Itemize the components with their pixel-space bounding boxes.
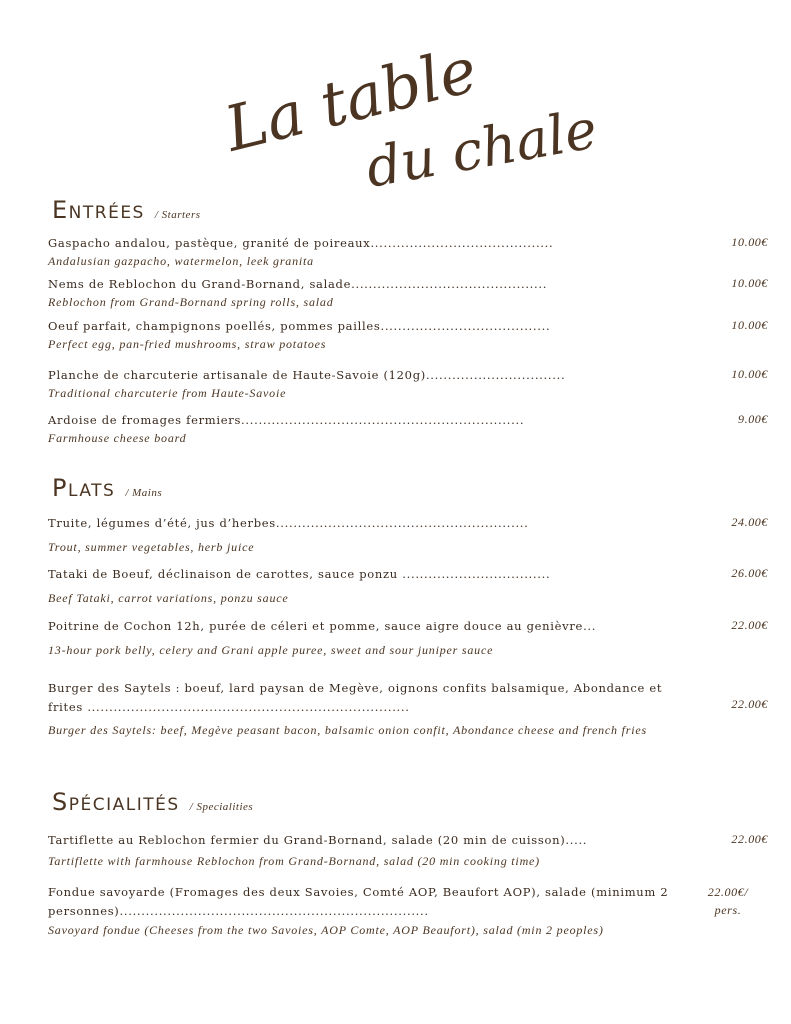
- item-name-en: Andalusian gazpacho, watermelon, leek granita: [48, 254, 314, 268]
- item-name-fr: Ardoise de fromages fermiers.................................................................: [48, 413, 525, 427]
- item-name-fr: Oeuf parfait, champignons poellés, pommes pailles.......................................: [48, 319, 551, 333]
- menu-item: [48, 367, 768, 402]
- menu-item: [48, 412, 768, 447]
- section-title-specialites: Spécialités / Specialities: [52, 788, 254, 816]
- item-price: 22.00€/ pers.: [707, 885, 749, 917]
- item-price: 10.00€: [731, 367, 768, 381]
- item-name-fr: Fondue savoyarde (Fromages des deux Savoies, Comté AOP, Beaufort AOP), salade (minimum 2 personnes).......................................................................: [48, 885, 669, 918]
- menu-item: [48, 235, 768, 270]
- item-name-en: Reblochon from Grand-Bornand spring rolls, salad: [48, 295, 334, 309]
- menu-item: [48, 618, 768, 659]
- item-price: 9.00€: [738, 412, 768, 426]
- menu-item: [48, 276, 768, 311]
- section-subtitle-starters: / Starters: [154, 209, 201, 221]
- item-name-fr: Tartiflette au Reblochon fermier du Grand-Bornand, salade (20 min de cuisson).....: [48, 833, 588, 847]
- menu-item: [48, 566, 768, 607]
- item-name-fr: Tataki de Boeuf, déclinaison de carottes, sauce ponzu ..................................: [48, 567, 551, 581]
- item-price: 10.00€: [731, 235, 768, 249]
- item-price: 24.00€: [731, 515, 768, 529]
- item-name-en: 13-hour pork belly, celery and Grani apple puree, sweet and sour juniper sauce: [48, 643, 494, 657]
- logo-line-2: du chalet: [361, 93, 595, 190]
- menu-item: [48, 832, 768, 870]
- logo-line-1: La table: [217, 32, 484, 166]
- item-name-en: Beef Tataki, carrot variations, ponzu sauce: [48, 591, 289, 605]
- item-name-en: Perfect egg, pan-fried mushrooms, straw potatoes: [48, 337, 327, 351]
- item-name-en: Savoyard fondue (Cheeses from the two Savoies, AOP Comte, AOP Beaufort), salad (min 2 peoples): [48, 923, 604, 937]
- menu-item: [48, 515, 768, 556]
- item-name-fr: Planche de charcuterie artisanale de Haute-Savoie (120g)................................: [48, 368, 566, 382]
- item-name-fr: Poitrine de Cochon 12h, purée de céleri et pomme, sauce aigre douce au genièvre...: [48, 619, 597, 633]
- item-price: 26.00€: [731, 566, 768, 580]
- section-subtitle-specialities: / Specialities: [189, 801, 254, 813]
- item-price: 10.00€: [731, 276, 768, 290]
- logo-script: [215, 20, 595, 190]
- item-price: 10.00€: [731, 318, 768, 332]
- item-name-fr: Nems de Reblochon du Grand-Bornand, salade.............................................: [48, 277, 548, 291]
- menu-item: [48, 883, 768, 939]
- menu-item: [48, 318, 768, 353]
- item-name-en: Burger des Saytels: beef, Megève peasant bacon, balsamic onion confit, Abondance cheese and french fries: [48, 723, 647, 737]
- item-price: 22.00€: [731, 832, 768, 846]
- menu-item: [48, 679, 768, 739]
- section-subtitle-mains: / Mains: [125, 487, 163, 499]
- restaurant-logo: [215, 20, 595, 190]
- item-name-fr: Gaspacho andalou, pastèque, granité de poireaux..........................................: [48, 236, 554, 250]
- item-name-en: Traditional charcuterie from Haute-Savoie: [48, 386, 287, 400]
- item-price: 22.00€: [731, 618, 768, 632]
- item-name-en: Trout, summer vegetables, herb juice: [48, 540, 255, 554]
- section-title-plats: Plats / Mains: [52, 474, 163, 502]
- item-name-en: Tartiflette with farmhouse Reblochon from Grand-Bornand, salad (20 min cooking time): [48, 854, 540, 868]
- item-price: 22.00€: [731, 697, 768, 711]
- section-title-entrees: Entrées / Starters: [52, 196, 201, 224]
- item-name-en: Farmhouse cheese board: [48, 431, 187, 445]
- item-name-fr: Truite, légumes d’été, jus d’herbes..........................................................: [48, 516, 529, 530]
- item-name-fr: Burger des Saytels : boeuf, lard paysan de Megève, oignons confits balsamique, Abondance et frites ..........................................................................: [48, 681, 663, 714]
